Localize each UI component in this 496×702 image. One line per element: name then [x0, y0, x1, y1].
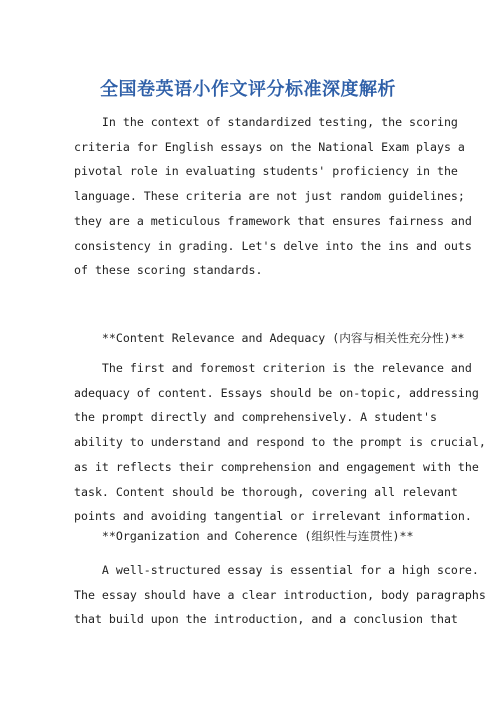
- section-heading-organization: **Organization and Coherence (组织性与连贯性)**: [74, 529, 414, 543]
- document-title: 全国卷英语小作文评分标准深度解析: [100, 79, 396, 100]
- paragraph-organization: A well-structured essay is essential for a high score. The essay should have a clear introduction, body paragraphs that build upon the introduction, and a conclusion that: [74, 563, 486, 627]
- paragraph-content-relevance: The first and foremost criterion is the relevance and adequacy of content. Essays should be on-topic, addressing the prompt directly and comprehensively. A student's ability to understand and respond to the prompt is crucial, as it reflects their comprehension and engagement with the task. Content should be thorough, covering all relevant points and avoiding tangential or irrelevant information.: [74, 361, 486, 524]
- paragraph-intro: In the context of standardized testing, the scoring criteria for English essays on the National Exam plays a pivotal role in evaluating students' proficiency in the language. These criteria are not just random guidelines; they are a meticulous framework that ensures fairness and consistency in grading. Let's delve into the ins and outs of these scoring standards.: [74, 115, 472, 278]
- section-heading-content-relevance: **Content Relevance and Adequacy (内容与相关性充分性)**: [74, 331, 465, 345]
